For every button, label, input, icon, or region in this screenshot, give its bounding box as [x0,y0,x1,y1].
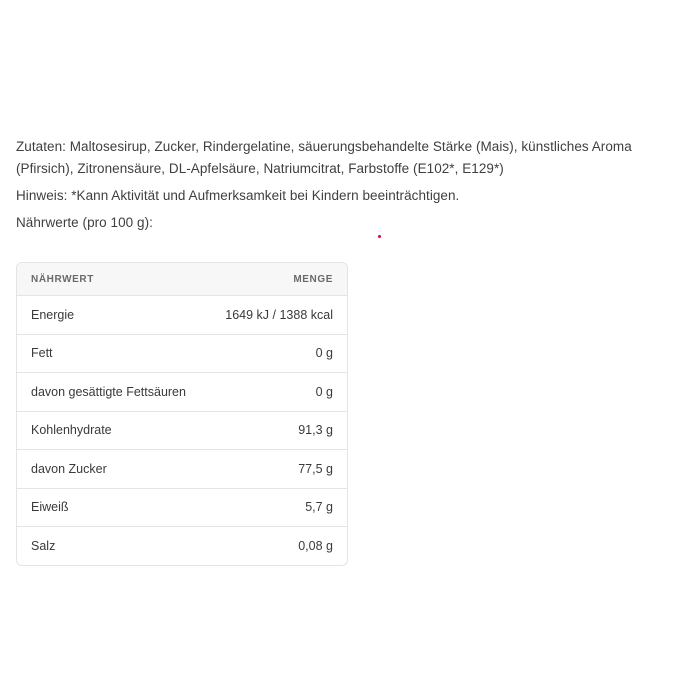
nutrient-name: davon Zucker [31,461,107,476]
column-header-amount: MENGE [293,273,333,285]
table-row [17,373,347,412]
nutrient-amount: 5,7 g [305,500,333,515]
nutrient-name: Energie [31,307,75,322]
nutrition-heading: Nährwerte (pro 100 g): [16,215,153,230]
nutrient-name: Eiweiß [31,500,69,515]
nutrient-amount: 1649 kJ / 1388 kcal [225,307,333,322]
product-info [16,136,692,239]
allergy-hint-text: Hinweis: *Kann Aktivität und Aufmerksamkeit bei Kindern beeinträchtigen. [16,188,460,203]
nutrient-name: davon gesättigte Fettsäuren [31,384,186,399]
table-row [17,527,347,565]
ingredients-text: Zutaten: Maltosesirup, Zucker, Rindergelatine, säuerungsbehandelte Stärke (Mais), künstliches Aroma (Pfirsich), Zitronensäure, DL-Apfelsäure, Natriumcitrat, Farbstoffe (E102*, E129*) [16,139,632,176]
column-header-nutrient: NÄHRWERT [31,273,94,285]
nutrient-amount: 77,5 g [298,461,333,476]
nutrient-amount: 0,08 g [298,538,333,553]
table-row [17,296,347,335]
table-row [17,489,347,528]
nutrient-name: Salz [31,538,56,553]
table-row [17,450,347,489]
red-dot-marker [378,235,381,238]
nutrient-name: Fett [31,346,53,361]
nutrient-name: Kohlenhydrate [31,423,112,438]
table-row [17,412,347,451]
nutrient-amount: 0 g [315,346,333,361]
nutrient-amount: 0 g [315,384,333,399]
nutrition-table-header [17,263,347,296]
table-row [17,335,347,374]
nutrient-amount: 91,3 g [298,423,333,438]
nutrition-table [16,262,348,566]
